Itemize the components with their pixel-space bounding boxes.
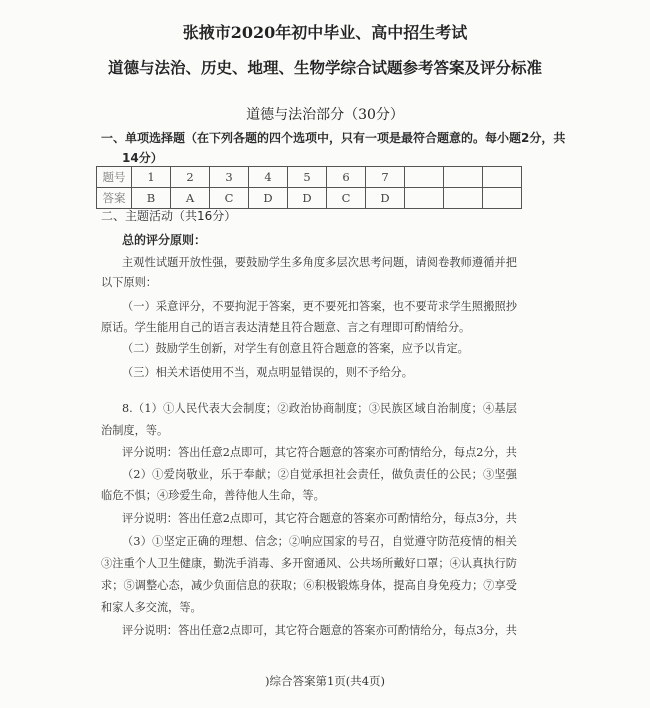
question-number: 3 (210, 167, 249, 188)
document-subtitle: 道德与法治、历史、地理、生物学综合试题参考答案及评分标准 (107, 58, 542, 77)
question-number (444, 167, 483, 188)
question-number: 2 (171, 167, 210, 188)
principle-title: 总的评分原则： (122, 233, 207, 247)
answer-cell: D (288, 188, 327, 209)
answer-cell (483, 188, 522, 209)
scoring-note: 评分说明：答出任意2点即可，其它符合题意的答案亦可酌情给分，每点3分，共 (122, 624, 517, 637)
row-label: 题号 (97, 167, 132, 188)
document-title: 张掖市2020年初中毕业、高中招生考试 (182, 23, 468, 42)
scoring-note: 评分说明：答出任意2点即可，其它符合题意的答案亦可酌情给分，每点2分，共 (122, 446, 517, 459)
answer-line: （3）①坚定正确的理想、信念；②响应国家的号召，自觉遵守防范疫情的相关 (122, 535, 517, 548)
scoring-note: 评分说明：答出任意2点即可，其它符合题意的答案亦可酌情给分，每点3分，共 (122, 512, 517, 525)
part1-heading: 一、单项选择题（在下列各题的四个选项中，只有一项是最符合题意的。每小题2分，共 (101, 131, 566, 145)
part2-heading: 二、主题活动（共16分） (101, 209, 237, 223)
answer-line: （2）①爱岗敬业，乐于奉献；②自觉承担社会责任，做负责任的公民；③坚强 (122, 468, 517, 481)
answer-line: 临危不惧；④珍爱生命，善待他人生命，等。 (101, 489, 325, 502)
answer-cell: B (132, 188, 171, 209)
question-number: 4 (249, 167, 288, 188)
question-number (405, 167, 444, 188)
answer-cell: D (366, 188, 405, 209)
question-number (483, 167, 522, 188)
table-row-numbers (97, 167, 522, 188)
answer-table (96, 166, 522, 209)
answer-cell: D (249, 188, 288, 209)
answer-cell: A (171, 188, 210, 209)
paragraph-line: （一）采意评分，不要拘泥于答案，更不要死扣答案，也不要苛求学生照搬照抄 (122, 300, 517, 313)
paragraph-line: 主观性试题开放性强，要鼓励学生多角度多层次思考问题，请阅卷教师遵循并把 (122, 256, 517, 269)
answer-cell: C (210, 188, 249, 209)
answer-line: 和家人多交流，等。 (101, 601, 202, 614)
question-number: 7 (366, 167, 405, 188)
answer-line: 求；⑤调整心态，减少负面信息的获取；⑥积极锻炼身体，提高自身免疫力；⑦享受 (101, 579, 517, 592)
answer-line: 治制度，等。 (101, 424, 169, 437)
table-row-answers (97, 188, 522, 209)
paragraph-line: （三）相关术语使用不当，观点明显错误的，则不予给分。 (122, 366, 413, 379)
question-number: 5 (288, 167, 327, 188)
answer-cell: C (327, 188, 366, 209)
row-label: 答案 (97, 188, 132, 209)
question-number: 1 (132, 167, 171, 188)
answer-line: ③注重个人卫生健康，勤洗手消毒、多开窗通风、公共场所戴好口罩；④认真执行防 (101, 557, 517, 570)
answer-cell (405, 188, 444, 209)
section-title: 道德与法治部分（30分） (246, 107, 404, 123)
paragraph-line: （二）鼓励学生创新，对学生有创意且符合题意的答案，应予以肯定。 (122, 342, 469, 355)
paragraph-line: 以下原则： (101, 276, 157, 289)
answer-cell (444, 188, 483, 209)
paragraph-line: 原话。学生能用自己的语言表达清楚且符合题意、言之有理即可酌情给分。 (101, 321, 471, 334)
page-footer: )综合答案第1页(共4页) (264, 674, 386, 688)
answer-line: 8.（1）①人民代表大会制度；②政治协商制度；③民族区域自治制度；④基层 (122, 402, 517, 415)
question-number: 6 (327, 167, 366, 188)
part1-heading-cont: 14分） (122, 151, 163, 165)
